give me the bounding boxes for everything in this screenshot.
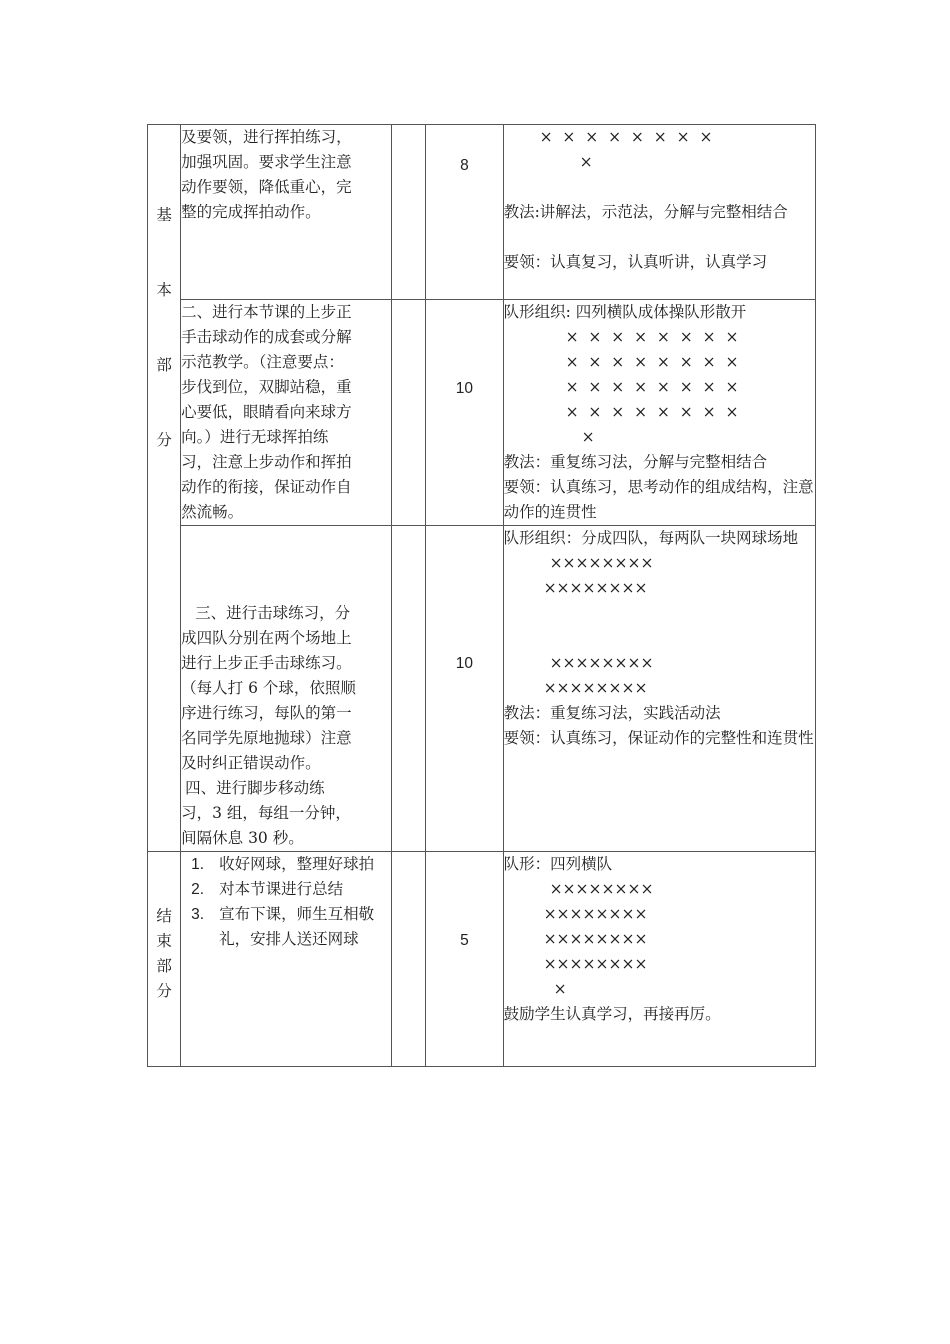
list-item	[181, 852, 379, 877]
formation-row: × × × × × × × ×	[565, 353, 739, 371]
time-cell	[426, 526, 503, 852]
formation-row: ××××××××	[543, 679, 648, 697]
formation-leader: ×	[581, 428, 595, 446]
key-points: 要领：认真复习，认真听讲，认真学习	[503, 253, 768, 271]
list-item	[181, 902, 379, 952]
formation-row: × × × × × × × ×	[565, 403, 739, 421]
content-line: 进行上步正手击球练习。	[181, 654, 352, 672]
formation-leader: ×	[553, 980, 567, 998]
empty-cell	[392, 125, 426, 300]
formation-row: ××××××××	[549, 654, 654, 672]
table-row	[148, 125, 816, 300]
formation-title: 队形：四列横队	[503, 855, 613, 873]
list-number: 2.	[191, 881, 205, 898]
section-char: 部	[156, 957, 172, 975]
content-line: 四、进行脚步移动练	[185, 779, 325, 797]
formation-title: 队形组织: 四列横队成体操队形散开	[503, 303, 747, 321]
empty-cell	[392, 852, 426, 1067]
formation-title: 队形组织：分成四队，每两队一块网球场地	[503, 529, 799, 547]
time-cell	[426, 300, 503, 526]
section-char: 束	[156, 932, 172, 950]
section-label-end	[148, 852, 181, 1067]
content-line: 动作要领，降低重心，完	[181, 178, 352, 196]
empty-cell	[392, 526, 426, 852]
content-line: 三、进行击球练习，分	[195, 604, 351, 622]
content-line: 及要领，进行挥拍练习，	[181, 128, 352, 146]
formation-leader: ×	[579, 153, 593, 171]
content-cell	[181, 300, 392, 526]
content-cell	[181, 852, 392, 1067]
key-points: 要领：认真练习，保证动作的完整性和连贯性	[503, 729, 814, 747]
list-text: 宣布下课，师生互相敬礼，安排人送还网球	[219, 905, 375, 948]
list-number: 3.	[191, 906, 205, 923]
teaching-method: 教法：重复练习法，分解与完整相结合	[503, 453, 768, 471]
formation-row: ××××××××	[549, 880, 654, 898]
list-number: 1.	[191, 856, 205, 873]
content-line: 及时纠正错误动作。	[181, 754, 321, 772]
organization-cell	[503, 526, 815, 852]
content-line: 示范教学。（注意要点：	[181, 353, 344, 371]
organization-cell	[503, 852, 815, 1067]
closing-remark: 鼓励学生认真学习，再接再厉。	[503, 1005, 721, 1023]
section-label-basic	[148, 125, 181, 852]
section-char: 本	[156, 281, 172, 299]
formation-row: ××××××××	[543, 930, 648, 948]
empty-cell	[392, 300, 426, 526]
section-char: 分	[156, 982, 172, 1000]
teaching-method: 教法:讲解法，示范法，分解与完整相结合	[503, 203, 788, 221]
list-item	[181, 877, 379, 902]
content-line: 习，3 组，每组一分钟，	[181, 804, 351, 822]
time-value: 10	[455, 655, 474, 672]
formation-row: × × × × × × × ×	[565, 378, 739, 396]
key-points: 要领：认真练习，思考动作的组成结构，注意动作的连贯性	[503, 478, 814, 521]
table-row	[148, 852, 816, 1067]
section-char: 结	[156, 907, 172, 925]
formation-row: ××××××××	[543, 955, 648, 973]
table-row	[148, 300, 816, 526]
time-value: 5	[460, 932, 469, 949]
content-line: 加强巩固。要求学生注意	[181, 153, 352, 171]
formation-row: ××××××××	[549, 554, 654, 572]
content-line: 步伐到位，双脚站稳，重	[181, 378, 352, 396]
time-value: 8	[460, 157, 469, 174]
table-row	[148, 526, 816, 852]
list-text: 收好网球，整理好球拍	[219, 855, 375, 873]
organization-cell	[503, 125, 815, 300]
section-char: 基	[156, 206, 172, 224]
formation-row: ××××××××	[543, 579, 648, 597]
formation-row: ××××××××	[543, 905, 648, 923]
content-line: 习，注意上步动作和挥拍	[181, 453, 352, 471]
organization-cell	[503, 300, 815, 526]
content-line: 名同学先原地抛球）注意	[181, 729, 352, 747]
content-line: 二、进行本节课的上步正	[181, 303, 352, 321]
content-line: （每人打 6 个球，依照顺	[181, 679, 356, 697]
lesson-plan-table	[147, 124, 816, 1067]
content-line: 动作的衔接，保证动作自	[181, 478, 352, 496]
time-cell	[426, 125, 503, 300]
time-value: 10	[455, 380, 474, 397]
formation-row: × × × × × × × ×	[539, 128, 713, 146]
content-line: 向。）进行无球挥拍练	[181, 428, 329, 446]
content-line: 整的完成挥拍动作。	[181, 203, 321, 221]
content-line: 序进行练习，每队的第一	[181, 704, 352, 722]
teaching-method: 教法：重复练习法，实践活动法	[503, 704, 721, 722]
content-line: 心要低，眼睛看向来球方	[181, 403, 352, 421]
content-line: 手击球动作的成套或分解	[181, 328, 352, 346]
content-line: 间隔休息 30 秒。	[181, 829, 304, 847]
content-cell	[181, 125, 392, 300]
content-line: 然流畅。	[181, 503, 244, 521]
section-char: 部	[156, 356, 172, 374]
content-line: 成四队分别在两个场地上	[181, 629, 352, 647]
formation-row: × × × × × × × ×	[565, 328, 739, 346]
time-cell	[426, 852, 503, 1067]
list-text: 对本节课进行总结	[219, 880, 344, 898]
content-cell	[181, 526, 392, 852]
closing-steps-list	[181, 852, 379, 952]
section-char: 分	[156, 431, 172, 449]
